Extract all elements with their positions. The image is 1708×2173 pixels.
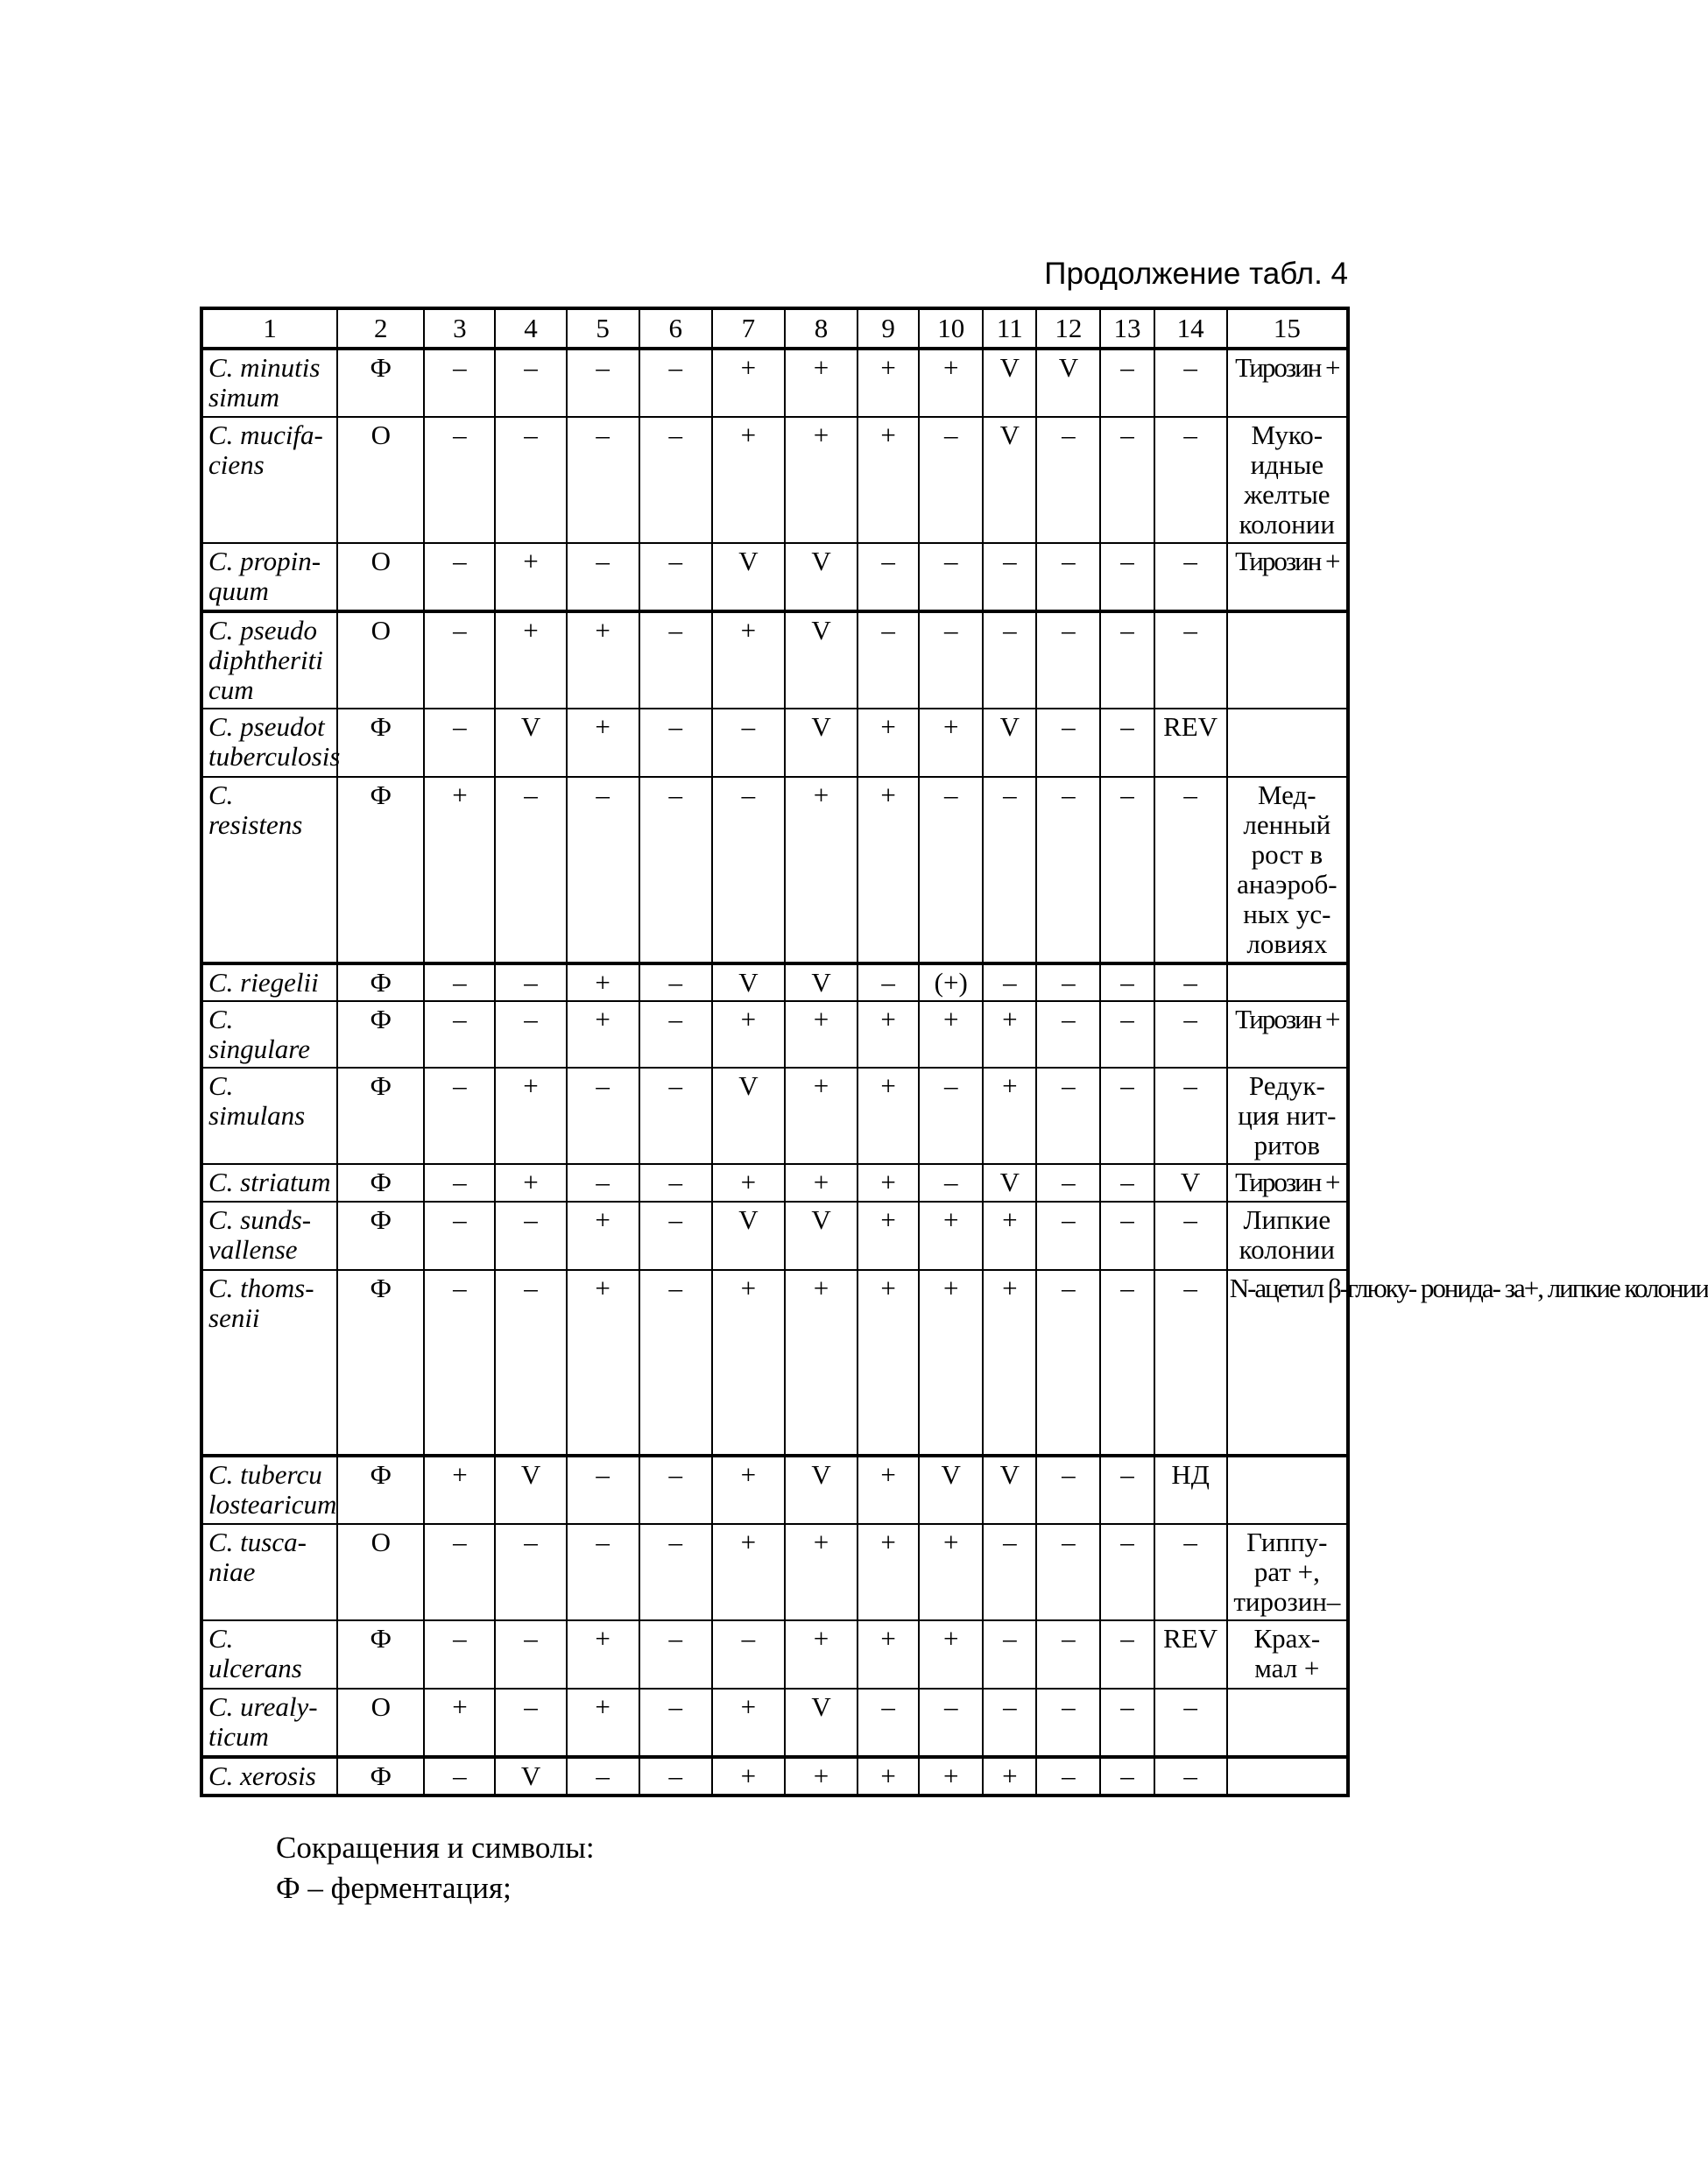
table-cell: V xyxy=(495,1456,566,1524)
table-row xyxy=(201,611,1348,709)
table-cell: Ф xyxy=(337,1001,424,1068)
table-cell: О xyxy=(337,1689,424,1757)
note-cell xyxy=(1227,709,1348,777)
table-cell: Ф xyxy=(337,1068,424,1164)
table-cell: – xyxy=(639,611,712,709)
table-cell: – xyxy=(424,1202,495,1270)
table-cell: – xyxy=(424,963,495,1001)
table-cell: + xyxy=(785,1001,858,1068)
table-cell: + xyxy=(712,1456,785,1524)
table-cell: + xyxy=(983,1757,1036,1796)
table-cell: V xyxy=(712,1202,785,1270)
table-cell: + xyxy=(983,1001,1036,1068)
table-cell: + xyxy=(785,1757,858,1796)
species-name: C. xerosis xyxy=(201,1757,337,1796)
table-row xyxy=(201,1164,1348,1202)
column-header: 7 xyxy=(712,308,785,349)
table-cell: + xyxy=(424,1456,495,1524)
table-cell: – xyxy=(983,1524,1036,1620)
table-cell: – xyxy=(1100,1757,1154,1796)
table-cell: V xyxy=(983,1456,1036,1524)
table-cell: – xyxy=(639,1270,712,1456)
table-cell: – xyxy=(567,1524,639,1620)
table-cell: + xyxy=(712,611,785,709)
table-cell: – xyxy=(1100,611,1154,709)
table-cell: – xyxy=(424,1620,495,1689)
table-cell: + xyxy=(495,543,566,611)
table-cell: – xyxy=(424,611,495,709)
species-name: C. striatum xyxy=(201,1164,337,1202)
table-cell: – xyxy=(1036,1757,1100,1796)
column-header: 2 xyxy=(337,308,424,349)
table-cell: – xyxy=(1100,417,1154,543)
table-cell: Ф xyxy=(337,1620,424,1689)
table-cell: – xyxy=(712,709,785,777)
species-name: C. minutis simum xyxy=(201,349,337,417)
table-row xyxy=(201,417,1348,543)
table-cell: + xyxy=(567,611,639,709)
table-cell: V xyxy=(983,1164,1036,1202)
table-cell: V xyxy=(785,963,858,1001)
table-cell: – xyxy=(1036,1068,1100,1164)
species-name: C. pseudo diphtheriti cum xyxy=(201,611,337,709)
note-cell xyxy=(1227,1456,1348,1524)
table-cell: + xyxy=(785,1270,858,1456)
column-header: 1 xyxy=(201,308,337,349)
table-cell: + xyxy=(567,963,639,1001)
table-cell: + xyxy=(858,1524,919,1620)
table-cell: – xyxy=(424,1001,495,1068)
note-cell: Мед- ленный рост в анаэроб- ных ус- ловиях xyxy=(1227,777,1348,963)
table-cell: V xyxy=(919,1456,983,1524)
table-cell: + xyxy=(495,611,566,709)
table-cell: + xyxy=(785,1164,858,1202)
note-cell: Тирозин + xyxy=(1227,349,1348,417)
table-cell: – xyxy=(424,1757,495,1796)
table-cell: V xyxy=(785,543,858,611)
table-cell: – xyxy=(424,1524,495,1620)
table-cell: – xyxy=(639,963,712,1001)
table-cell: – xyxy=(1154,777,1227,963)
table-cell: – xyxy=(1100,777,1154,963)
table-cell: + xyxy=(858,417,919,543)
table-cell: + xyxy=(712,417,785,543)
legend xyxy=(276,1828,595,1908)
table-cell: V xyxy=(785,1456,858,1524)
table-cell: – xyxy=(1036,963,1100,1001)
table-cell: + xyxy=(858,1456,919,1524)
column-header: 15 xyxy=(1227,308,1348,349)
table-cell: + xyxy=(785,1620,858,1689)
table-cell: + xyxy=(858,777,919,963)
species-name: C. tusca- niae xyxy=(201,1524,337,1620)
table-cell: – xyxy=(639,1202,712,1270)
species-name: C. pseudot tuberculosis xyxy=(201,709,337,777)
table-cell: – xyxy=(1154,963,1227,1001)
table-cell: – xyxy=(858,543,919,611)
note-cell: Тирозин + xyxy=(1227,1001,1348,1068)
column-header: 14 xyxy=(1154,308,1227,349)
table-cell: – xyxy=(639,1620,712,1689)
table-cell: – xyxy=(983,611,1036,709)
table-cell: + xyxy=(919,349,983,417)
column-header: 11 xyxy=(983,308,1036,349)
table-cell: НД xyxy=(1154,1456,1227,1524)
table-cell: – xyxy=(1154,1270,1227,1456)
table-cell: – xyxy=(639,777,712,963)
table-cell: – xyxy=(639,417,712,543)
note-cell: Гиппу- рат +, тирозин– xyxy=(1227,1524,1348,1620)
legend-title: Сокращения и символы: xyxy=(276,1831,595,1865)
table-cell: – xyxy=(1100,1620,1154,1689)
table-cell: + xyxy=(712,1270,785,1456)
table-cell: V xyxy=(712,543,785,611)
table-cell: + xyxy=(567,709,639,777)
note-cell: Тирозин + xyxy=(1227,543,1348,611)
table-cell: V xyxy=(712,1068,785,1164)
table-row xyxy=(201,543,1348,611)
table-row xyxy=(201,777,1348,963)
column-header: 10 xyxy=(919,308,983,349)
table-cell: + xyxy=(424,777,495,963)
table-row xyxy=(201,1068,1348,1164)
table-cell: – xyxy=(1154,1068,1227,1164)
table-cell: + xyxy=(858,1202,919,1270)
column-header: 13 xyxy=(1100,308,1154,349)
table-cell: – xyxy=(639,1001,712,1068)
table-row xyxy=(201,1270,1348,1456)
table-cell: – xyxy=(1100,1689,1154,1757)
table-row xyxy=(201,1757,1348,1796)
note-cell: N-ацетил β-глюку- ронида- за+, липкие колонии xyxy=(1227,1270,1348,1456)
table-cell: V xyxy=(785,1202,858,1270)
table-cell: – xyxy=(495,1270,566,1456)
table-cell: + xyxy=(785,777,858,963)
table-cell: – xyxy=(1154,1202,1227,1270)
table-cell: – xyxy=(639,709,712,777)
table-cell: – xyxy=(639,543,712,611)
table-cell: – xyxy=(983,1689,1036,1757)
table-cell: – xyxy=(639,1757,712,1796)
table-cell: – xyxy=(1036,1524,1100,1620)
table-cell: – xyxy=(567,1164,639,1202)
table-cell: – xyxy=(919,611,983,709)
column-header: 9 xyxy=(858,308,919,349)
table-cell: – xyxy=(1100,349,1154,417)
table-cell: О xyxy=(337,611,424,709)
table-cell: – xyxy=(424,1068,495,1164)
species-name: C. riegelii xyxy=(201,963,337,1001)
table-cell: – xyxy=(495,1689,566,1757)
table-row xyxy=(201,1524,1348,1620)
table-cell: – xyxy=(639,1524,712,1620)
table-cell: + xyxy=(983,1270,1036,1456)
table-cell: + xyxy=(858,709,919,777)
table-cell: – xyxy=(1036,1270,1100,1456)
table-row xyxy=(201,1456,1348,1524)
table-cell: – xyxy=(639,1164,712,1202)
table-cell: – xyxy=(424,1164,495,1202)
table-cell: – xyxy=(1036,1001,1100,1068)
table-cell: – xyxy=(639,1068,712,1164)
table-cell: – xyxy=(495,1620,566,1689)
table-cell: – xyxy=(1100,1001,1154,1068)
table-cell: + xyxy=(424,1689,495,1757)
table-cell: – xyxy=(639,1689,712,1757)
data-table xyxy=(200,307,1708,1797)
table-row xyxy=(201,1620,1348,1689)
table-cell: – xyxy=(1100,1270,1154,1456)
table-cell: V xyxy=(983,349,1036,417)
table-cell: О xyxy=(337,417,424,543)
table-cell: – xyxy=(567,349,639,417)
table-cell: + xyxy=(567,1689,639,1757)
column-header: 4 xyxy=(495,308,566,349)
table-cell: – xyxy=(1100,543,1154,611)
table-cell: – xyxy=(1036,543,1100,611)
table-cell: + xyxy=(567,1202,639,1270)
table-cell: – xyxy=(858,963,919,1001)
table-cell: + xyxy=(919,1757,983,1796)
table-cell: + xyxy=(919,1202,983,1270)
table-cell: – xyxy=(567,543,639,611)
table-cell: Ф xyxy=(337,709,424,777)
table-cell: – xyxy=(1154,543,1227,611)
table-cell: + xyxy=(919,1620,983,1689)
table-cell: – xyxy=(1036,611,1100,709)
table-cell: – xyxy=(567,1456,639,1524)
table-cell: – xyxy=(424,349,495,417)
table-cell: – xyxy=(1154,1524,1227,1620)
table-cell: О xyxy=(337,543,424,611)
legend-line: Ф – ферментация; xyxy=(276,1871,512,1905)
note-cell: Липкие колонии xyxy=(1227,1202,1348,1270)
table-cell: – xyxy=(1100,1456,1154,1524)
species-name: C. mucifa- ciens xyxy=(201,417,337,543)
column-header: 5 xyxy=(567,308,639,349)
table-cell: – xyxy=(919,417,983,543)
species-name: C. thoms- senii xyxy=(201,1270,337,1456)
table-cell: (+) xyxy=(919,963,983,1001)
table-cell: + xyxy=(712,1757,785,1796)
table-cell: – xyxy=(495,777,566,963)
table-cell: + xyxy=(919,1001,983,1068)
table-cell: – xyxy=(495,1202,566,1270)
table-row xyxy=(201,1202,1348,1270)
table-row xyxy=(201,709,1348,777)
table-cell: V xyxy=(1154,1164,1227,1202)
table-cell: – xyxy=(495,1524,566,1620)
column-header: 6 xyxy=(639,308,712,349)
table-cell: + xyxy=(858,1068,919,1164)
table-cell: Ф xyxy=(337,1757,424,1796)
table-cell: – xyxy=(919,543,983,611)
table-cell: – xyxy=(1036,1164,1100,1202)
table-cell: – xyxy=(495,1001,566,1068)
table-cell: + xyxy=(858,1757,919,1796)
table-cell: – xyxy=(1154,1689,1227,1757)
table-cell: + xyxy=(712,1689,785,1757)
species-name: C. resistens xyxy=(201,777,337,963)
table-cell: V xyxy=(983,417,1036,543)
table-cell: + xyxy=(712,349,785,417)
table-cell: + xyxy=(858,349,919,417)
table-cell: – xyxy=(424,417,495,543)
table-cell: + xyxy=(858,1164,919,1202)
table-cell: – xyxy=(1036,1689,1100,1757)
species-name: C. propin- quum xyxy=(201,543,337,611)
table-cell: + xyxy=(712,1164,785,1202)
table-cell: REV xyxy=(1154,1620,1227,1689)
table-cell: + xyxy=(919,709,983,777)
table-cell: – xyxy=(858,611,919,709)
table-cell: + xyxy=(858,1620,919,1689)
table-cell: – xyxy=(567,1757,639,1796)
table-cell: – xyxy=(495,417,566,543)
table-cell: – xyxy=(424,543,495,611)
header-row xyxy=(201,308,1348,349)
table-cell: – xyxy=(424,709,495,777)
table-cell: Ф xyxy=(337,777,424,963)
table-cell: + xyxy=(495,1068,566,1164)
table-cell: – xyxy=(919,1068,983,1164)
species-name: C. ulcerans xyxy=(201,1620,337,1689)
table-cell: V xyxy=(495,709,566,777)
table-cell: + xyxy=(495,1164,566,1202)
table-caption: Продолжение табл. 4 xyxy=(1044,257,1348,291)
note-cell xyxy=(1227,963,1348,1001)
species-name: C. urealy- ticum xyxy=(201,1689,337,1757)
table-cell: – xyxy=(1154,417,1227,543)
table-cell: V xyxy=(495,1757,566,1796)
table-cell: – xyxy=(858,1689,919,1757)
table-cell: – xyxy=(983,543,1036,611)
table-cell: – xyxy=(1154,611,1227,709)
species-name: C. simulans xyxy=(201,1068,337,1164)
table-cell: – xyxy=(495,963,566,1001)
table-cell: + xyxy=(919,1270,983,1456)
table-row xyxy=(201,1689,1348,1757)
column-header: 12 xyxy=(1036,308,1100,349)
table-cell: – xyxy=(639,1456,712,1524)
table-cell: – xyxy=(495,349,566,417)
table-cell: – xyxy=(639,349,712,417)
table-cell: – xyxy=(983,777,1036,963)
table-body xyxy=(201,349,1708,1796)
table-cell: – xyxy=(1100,1068,1154,1164)
table-cell: REV xyxy=(1154,709,1227,777)
table-cell: – xyxy=(1036,1202,1100,1270)
species-name: C. tubercu lostearicum xyxy=(201,1456,337,1524)
table-cell: + xyxy=(919,1524,983,1620)
note-cell: Крах- мал + xyxy=(1227,1620,1348,1689)
table-cell: – xyxy=(1036,417,1100,543)
table-cell: + xyxy=(983,1202,1036,1270)
column-header: 3 xyxy=(424,308,495,349)
table-cell: – xyxy=(712,777,785,963)
species-name: C. singulare xyxy=(201,1001,337,1068)
table-cell: О xyxy=(337,1524,424,1620)
table-cell: – xyxy=(1036,709,1100,777)
table-cell: – xyxy=(1100,1524,1154,1620)
note-cell: Редук- ция нит- ритов xyxy=(1227,1068,1348,1164)
table-cell: V xyxy=(712,963,785,1001)
table-cell: – xyxy=(712,1620,785,1689)
table-row xyxy=(201,1001,1348,1068)
table-cell: V xyxy=(785,611,858,709)
table-cell: Ф xyxy=(337,349,424,417)
table-row xyxy=(201,349,1348,417)
table-cell: + xyxy=(567,1001,639,1068)
table-cell: – xyxy=(1100,963,1154,1001)
species-name: C. sunds- vallense xyxy=(201,1202,337,1270)
table-cell: – xyxy=(1100,1202,1154,1270)
table-cell: + xyxy=(567,1270,639,1456)
table-cell: + xyxy=(785,349,858,417)
table-cell: – xyxy=(983,1620,1036,1689)
table-cell: – xyxy=(1036,1456,1100,1524)
note-cell xyxy=(1227,1757,1348,1796)
table-cell: Ф xyxy=(337,1202,424,1270)
table-cell: – xyxy=(1154,349,1227,417)
table-cell: – xyxy=(1100,709,1154,777)
table-row xyxy=(201,963,1348,1001)
table-cell: Ф xyxy=(337,1270,424,1456)
table-cell: – xyxy=(567,777,639,963)
table-cell: – xyxy=(1154,1757,1227,1796)
table-cell: – xyxy=(919,1164,983,1202)
table-cell: – xyxy=(983,963,1036,1001)
table-cell: V xyxy=(785,709,858,777)
note-cell: Тирозин + xyxy=(1227,1164,1348,1202)
table-cell: V xyxy=(983,709,1036,777)
table-cell: + xyxy=(983,1068,1036,1164)
table-cell: – xyxy=(1100,1164,1154,1202)
table-cell: + xyxy=(712,1524,785,1620)
table-cell: V xyxy=(1036,349,1100,417)
table-cell: + xyxy=(785,1068,858,1164)
table-cell: – xyxy=(1036,777,1100,963)
table-cell: – xyxy=(567,417,639,543)
note-cell xyxy=(1227,1689,1348,1757)
table-cell: – xyxy=(1036,1620,1100,1689)
note-cell: Муко- идные желтые колонии xyxy=(1227,417,1348,543)
table-cell: – xyxy=(1154,1001,1227,1068)
table-cell: + xyxy=(712,1001,785,1068)
table-cell: Ф xyxy=(337,963,424,1001)
table-cell: + xyxy=(785,1524,858,1620)
table-cell: – xyxy=(919,777,983,963)
table-cell: + xyxy=(567,1620,639,1689)
column-header: 8 xyxy=(785,308,858,349)
table-cell: + xyxy=(858,1270,919,1456)
table-cell: – xyxy=(424,1270,495,1456)
table-cell: Ф xyxy=(337,1456,424,1524)
table-cell: V xyxy=(785,1689,858,1757)
table-cell: + xyxy=(785,417,858,543)
note-cell xyxy=(1227,611,1348,709)
table-cell: – xyxy=(567,1068,639,1164)
table-cell: – xyxy=(919,1689,983,1757)
table-cell: Ф xyxy=(337,1164,424,1202)
table-cell: + xyxy=(858,1001,919,1068)
